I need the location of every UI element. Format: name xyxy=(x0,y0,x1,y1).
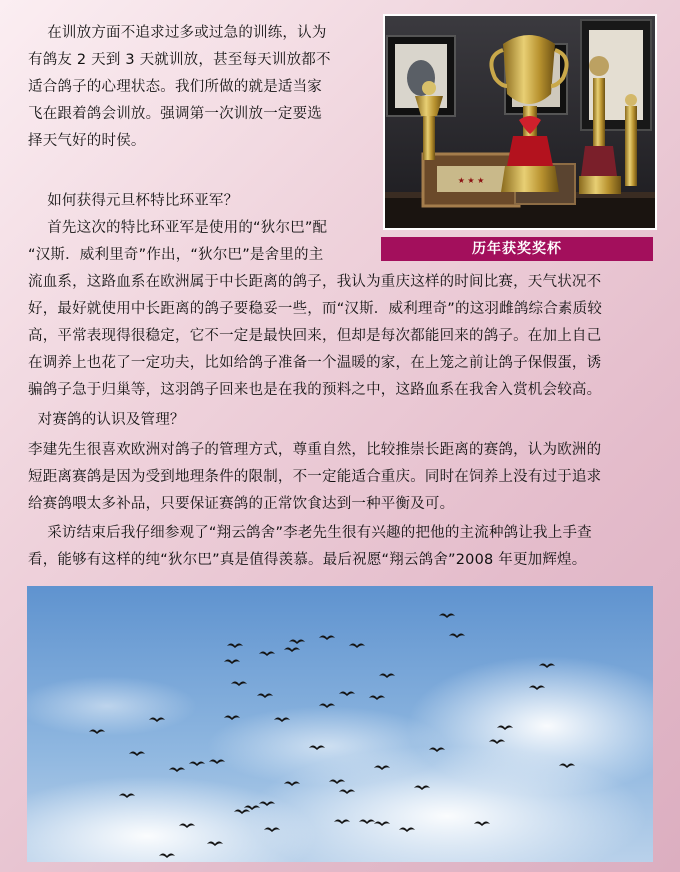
article-line: 在训放方面不追求过多或过急的训练，认为 xyxy=(28,25,327,41)
article-line: 李建先生很喜欢欧洲对鸽子的管理方式，尊重自然，比较推崇长距离的赛鸽，认为欧洲的 xyxy=(28,442,602,458)
sky-photo xyxy=(27,586,653,862)
article-line: 好，最好就使用中长距离的鸽子要稳妥一些，而“汉斯．威利理奇”的这羽雌鸽综合素质较 xyxy=(28,301,603,317)
article-line: 高，平常表现得很稳定，它不一定是最快回来，但却是每次都能回来的鸽子。在加上自己 xyxy=(28,328,602,344)
article-line: 短距离赛鸽是因为受到地理条件的限制，不一定能适合重庆。同时在饲养上没有过于追求 xyxy=(28,469,602,485)
article-line: 首先这次的特比环亚军是使用的“狄尔巴”配 xyxy=(28,220,328,236)
section-heading: 对赛鸽的认识及管理？ xyxy=(28,412,185,428)
trophy-photo xyxy=(383,14,657,230)
article-line: 有鸽友 2 天到 3 天就训放，甚至每天训放都不 xyxy=(28,52,331,68)
article-line: 给赛鸽喂太多补品，只要保证赛鸽的正常饮食达到一种平衡及可。 xyxy=(28,496,455,512)
article-line: 在调养上也花了一定功夫，比如给鸽子准备一个温暖的家，在上笼之前让鸽子保假蛋，诱 xyxy=(28,355,602,371)
trophy-illustration xyxy=(385,16,655,228)
article-line: 飞在跟着鸽会训放。强调第一次训放一定要选 xyxy=(28,106,322,122)
svg-text:★ ★ ★: ★ ★ ★ xyxy=(457,176,485,185)
section-heading: 如何获得元旦杯特比环亚军？ xyxy=(28,193,239,209)
article-line: 骗鸽子急于归巢等，这羽鸽子回来也是在我的预料之中，这路血系在我舍入赏机会较高。 xyxy=(28,382,602,398)
article-line: 采访结束后我仔细参观了“翔云鸽舍”李老先生很有兴趣的把他的主流种鸽让我上手查 xyxy=(28,525,592,541)
article-line: 择天气好的时侯。 xyxy=(28,133,146,149)
article-line: 流血系，这路血系在欧洲属于中长距离的鸽子，我认为重庆这样的时间比赛，天气状况不 xyxy=(28,274,602,290)
article-line: 看，能够有这样的纯“狄尔巴”真是值得羡慕。最后祝愿“翔云鸽舍”2008 年更加辉煌。 xyxy=(28,552,587,568)
pigeon-flock-illustration xyxy=(27,586,653,862)
photo-caption: 历年获奖奖杯 xyxy=(381,237,653,261)
article-line: “汉斯．威利里奇”作出，“狄尔巴”是舍里的主 xyxy=(28,247,324,263)
article-line: 适合鸽子的心理状态。我们所做的就是适当家 xyxy=(28,79,322,95)
